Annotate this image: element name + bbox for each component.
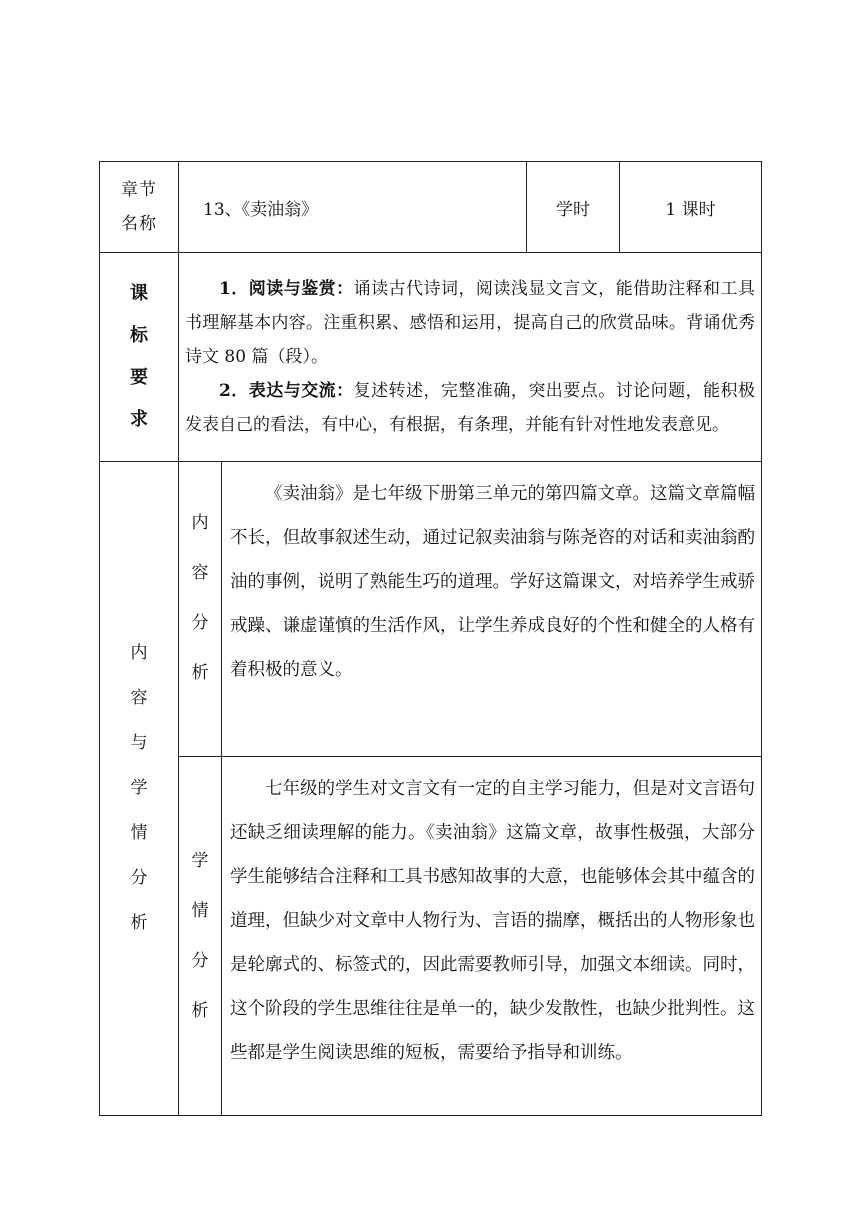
outer-label-char: 析: [130, 913, 148, 933]
learner-label-char: 析: [191, 1001, 209, 1021]
standards-label: [100, 253, 179, 462]
outer-label-char: 容: [130, 688, 148, 708]
learner-analysis-text: [222, 757, 762, 1116]
learner-analysis-row: [100, 757, 762, 1116]
chapter-name-label: [100, 162, 179, 253]
content-label-char: 析: [191, 663, 209, 683]
standards-label-char: 标: [130, 325, 148, 346]
standards-label-char: 课: [130, 283, 148, 304]
content-and-learner-label: [100, 462, 179, 1116]
learner-analysis-paragraph: 七年级的学生对文言文有一定的自主学习能力，但是对文言语句还缺乏细读理解的能力。《卖油翁》这篇文章，故事性极强，大部分学生能够结合注释和工具书感知故事的大意，也能够体会其中蕴含的道理，但缺少对文章中人物行为、言语的揣摩，概括出的人物形象也是轮廓式的、标签式的，因此需要教师引导，加强文本细读。同时，这个阶段的学生思维往往是单一的，缺少发散性，也缺少批判性。这些都是学生阅读思维的短板，需要给予指导和训练。: [230, 779, 756, 1063]
content-analysis-row: [100, 462, 762, 757]
content-analysis-text: [222, 462, 762, 757]
outer-label-char: 内: [130, 643, 148, 663]
outer-label-char: 与: [130, 733, 148, 753]
standard-item-1-heading: 1．阅读与鉴赏：: [219, 279, 354, 299]
learner-label-char: 分: [191, 951, 209, 971]
lesson-plan-table: [99, 161, 762, 1116]
standards-row: [100, 253, 762, 462]
learner-label-char: 学: [191, 851, 209, 871]
content-label-char: 分: [191, 613, 209, 633]
standard-item-1-text: 诵读古代诗词，阅读浅显文言文，能借助注释和工具书理解基本内容。注重积累、感悟和运用，提高自己的欣赏品味。背诵优秀诗文 80 篇（段）。: [185, 279, 756, 367]
content-analysis-label: [179, 462, 222, 757]
standards-label-char: 求: [130, 409, 148, 430]
standard-item-1: [185, 272, 755, 374]
learner-analysis-label: [179, 757, 222, 1116]
standard-item-2-heading: 2．表达与交流：: [219, 381, 354, 401]
content-label-char: 内: [191, 513, 209, 533]
chapter-label-line2: 名称: [121, 214, 157, 234]
standard-item-2: [185, 374, 755, 442]
hours-value: 1 课时: [620, 162, 762, 253]
hours-label: 学时: [527, 162, 620, 253]
learner-label-char: 情: [191, 901, 209, 921]
header-row: [100, 162, 762, 253]
outer-label-char: 分: [130, 868, 148, 888]
outer-label-char: 学: [130, 778, 148, 798]
standards-text: [179, 253, 762, 462]
content-label-char: 容: [191, 563, 209, 583]
content-analysis-paragraph: 《卖油翁》是七年级下册第三单元的第四篇文章。这篇文章篇幅不长，但故事叙述生动，通过记叙卖油翁与陈尧咨的对话和卖油翁酌油的事例，说明了熟能生巧的道理。学好这篇课文，对培养学生戒骄戒躁、谦虚谨慎的生活作风，让学生养成良好的个性和健全的人格有着积极的意义。: [230, 484, 756, 680]
outer-label-char: 情: [130, 823, 148, 843]
chapter-title: 13、《卖油翁》: [179, 162, 527, 253]
chapter-label-line1: 章节: [121, 180, 157, 200]
standard-item-2-text: 复述转述，完整准确，突出要点。讨论问题，能积极发表自己的看法，有中心，有根据，有条理，并能有针对性地发表意见。: [185, 381, 756, 435]
standards-label-char: 要: [130, 367, 148, 388]
